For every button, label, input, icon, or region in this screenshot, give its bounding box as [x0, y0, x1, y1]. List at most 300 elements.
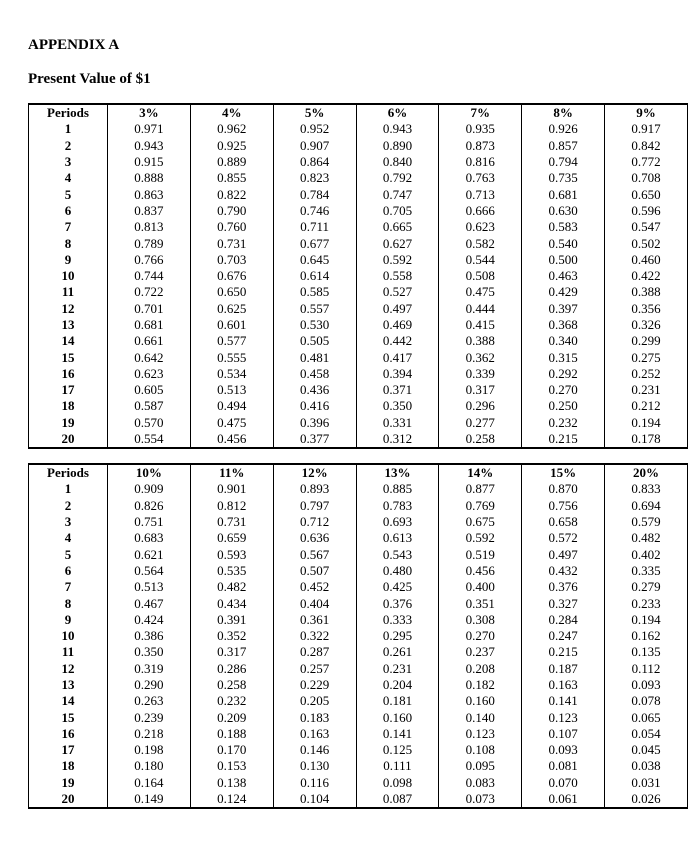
value-cell: 0.335: [605, 563, 688, 579]
value-cell: 0.233: [605, 595, 688, 611]
table-row: [29, 170, 688, 186]
value-cell: 0.350: [108, 644, 191, 660]
value-cell: 0.873: [439, 138, 522, 154]
value-cell: 0.494: [190, 398, 273, 414]
table-row: [29, 333, 688, 349]
table-row: [29, 121, 688, 137]
value-cell: 0.237: [439, 644, 522, 660]
value-cell: 0.744: [108, 268, 191, 284]
value-cell: 0.031: [605, 775, 688, 791]
value-cell: 0.763: [439, 170, 522, 186]
period-cell: 11: [29, 284, 108, 300]
value-cell: 0.277: [439, 415, 522, 431]
value-cell: 0.816: [439, 154, 522, 170]
period-cell: 20: [29, 791, 108, 808]
value-cell: 0.061: [522, 791, 605, 808]
rate-header: 13%: [356, 464, 439, 481]
table-row: [29, 415, 688, 431]
value-cell: 0.212: [605, 398, 688, 414]
value-cell: 0.456: [190, 431, 273, 448]
value-cell: 0.500: [522, 252, 605, 268]
value-cell: 0.194: [605, 612, 688, 628]
period-cell: 20: [29, 431, 108, 448]
value-cell: 0.331: [356, 415, 439, 431]
value-cell: 0.885: [356, 481, 439, 497]
value-cell: 0.429: [522, 284, 605, 300]
table-row: [29, 758, 688, 774]
value-cell: 0.352: [190, 628, 273, 644]
value-cell: 0.534: [190, 366, 273, 382]
table-row: [29, 563, 688, 579]
value-cell: 0.180: [108, 758, 191, 774]
value-cell: 0.138: [190, 775, 273, 791]
value-cell: 0.095: [439, 758, 522, 774]
value-cell: 0.350: [356, 398, 439, 414]
value-cell: 0.864: [273, 154, 356, 170]
rate-header: 9%: [605, 104, 688, 121]
value-cell: 0.339: [439, 366, 522, 382]
table-row: [29, 203, 688, 219]
value-cell: 0.658: [522, 514, 605, 530]
value-cell: 0.497: [522, 546, 605, 562]
value-cell: 0.247: [522, 628, 605, 644]
value-cell: 0.135: [605, 644, 688, 660]
value-cell: 0.178: [605, 431, 688, 448]
value-cell: 0.452: [273, 579, 356, 595]
value-cell: 0.513: [108, 579, 191, 595]
value-cell: 0.231: [605, 382, 688, 398]
table-row: [29, 481, 688, 497]
value-cell: 0.130: [273, 758, 356, 774]
period-cell: 13: [29, 317, 108, 333]
rate-header: 14%: [439, 464, 522, 481]
table-row: [29, 595, 688, 611]
value-cell: 0.424: [108, 612, 191, 628]
value-cell: 0.659: [190, 530, 273, 546]
value-cell: 0.636: [273, 530, 356, 546]
value-cell: 0.287: [273, 644, 356, 660]
value-cell: 0.585: [273, 284, 356, 300]
value-cell: 0.693: [356, 514, 439, 530]
value-cell: 0.456: [439, 563, 522, 579]
value-cell: 0.857: [522, 138, 605, 154]
value-cell: 0.327: [522, 595, 605, 611]
periods-header: Periods: [29, 104, 108, 121]
period-cell: 10: [29, 268, 108, 284]
value-cell: 0.870: [522, 481, 605, 497]
rate-header: 6%: [356, 104, 439, 121]
value-cell: 0.038: [605, 758, 688, 774]
value-cell: 0.746: [273, 203, 356, 219]
value-cell: 0.458: [273, 366, 356, 382]
table-row: [29, 219, 688, 235]
value-cell: 0.209: [190, 709, 273, 725]
value-cell: 0.368: [522, 317, 605, 333]
value-cell: 0.540: [522, 235, 605, 251]
rate-header: 20%: [605, 464, 688, 481]
value-cell: 0.108: [439, 742, 522, 758]
value-cell: 0.078: [605, 693, 688, 709]
period-cell: 17: [29, 382, 108, 398]
rate-header: 12%: [273, 464, 356, 481]
value-cell: 0.789: [108, 235, 191, 251]
value-cell: 0.415: [439, 317, 522, 333]
value-cell: 0.164: [108, 775, 191, 791]
period-cell: 19: [29, 415, 108, 431]
table-row: [29, 644, 688, 660]
value-cell: 0.481: [273, 349, 356, 365]
value-cell: 0.935: [439, 121, 522, 137]
value-cell: 0.284: [522, 612, 605, 628]
value-cell: 0.376: [522, 579, 605, 595]
value-cell: 0.319: [108, 661, 191, 677]
value-cell: 0.317: [190, 644, 273, 660]
value-cell: 0.812: [190, 498, 273, 514]
value-cell: 0.162: [605, 628, 688, 644]
value-cell: 0.557: [273, 301, 356, 317]
value-cell: 0.394: [356, 366, 439, 382]
value-cell: 0.290: [108, 677, 191, 693]
value-cell: 0.340: [522, 333, 605, 349]
value-cell: 0.081: [522, 758, 605, 774]
value-cell: 0.751: [108, 514, 191, 530]
value-cell: 0.218: [108, 726, 191, 742]
value-cell: 0.475: [190, 415, 273, 431]
value-cell: 0.703: [190, 252, 273, 268]
value-cell: 0.333: [356, 612, 439, 628]
value-cell: 0.822: [190, 186, 273, 202]
value-cell: 0.208: [439, 661, 522, 677]
value-cell: 0.642: [108, 349, 191, 365]
period-cell: 9: [29, 612, 108, 628]
period-cell: 4: [29, 530, 108, 546]
value-cell: 0.425: [356, 579, 439, 595]
value-cell: 0.888: [108, 170, 191, 186]
table-row: [29, 709, 688, 725]
period-cell: 8: [29, 235, 108, 251]
value-cell: 0.564: [108, 563, 191, 579]
period-cell: 19: [29, 775, 108, 791]
value-cell: 0.909: [108, 481, 191, 497]
value-cell: 0.160: [439, 693, 522, 709]
value-cell: 0.351: [439, 595, 522, 611]
value-cell: 0.623: [439, 219, 522, 235]
value-cell: 0.554: [108, 431, 191, 448]
value-cell: 0.215: [522, 644, 605, 660]
table-row: [29, 661, 688, 677]
period-cell: 15: [29, 709, 108, 725]
value-cell: 0.962: [190, 121, 273, 137]
table-row: [29, 579, 688, 595]
rate-header: 11%: [190, 464, 273, 481]
value-cell: 0.907: [273, 138, 356, 154]
value-cell: 0.840: [356, 154, 439, 170]
value-cell: 0.583: [522, 219, 605, 235]
value-cell: 0.570: [108, 415, 191, 431]
value-cell: 0.170: [190, 742, 273, 758]
value-cell: 0.480: [356, 563, 439, 579]
value-cell: 0.681: [522, 186, 605, 202]
table-row: [29, 268, 688, 284]
value-cell: 0.111: [356, 758, 439, 774]
value-cell: 0.257: [273, 661, 356, 677]
value-cell: 0.508: [439, 268, 522, 284]
period-cell: 7: [29, 219, 108, 235]
value-cell: 0.952: [273, 121, 356, 137]
value-cell: 0.783: [356, 498, 439, 514]
value-cell: 0.769: [439, 498, 522, 514]
periods-header: Periods: [29, 464, 108, 481]
period-cell: 4: [29, 170, 108, 186]
value-cell: 0.596: [605, 203, 688, 219]
value-cell: 0.163: [273, 726, 356, 742]
value-cell: 0.045: [605, 742, 688, 758]
present-value-table-low-rates: [28, 103, 688, 449]
value-cell: 0.621: [108, 546, 191, 562]
value-cell: 0.123: [439, 726, 522, 742]
period-cell: 6: [29, 563, 108, 579]
value-cell: 0.279: [605, 579, 688, 595]
period-cell: 8: [29, 595, 108, 611]
table-row: [29, 317, 688, 333]
value-cell: 0.837: [108, 203, 191, 219]
value-cell: 0.124: [190, 791, 273, 808]
value-cell: 0.299: [605, 333, 688, 349]
period-cell: 18: [29, 398, 108, 414]
value-cell: 0.790: [190, 203, 273, 219]
value-cell: 0.404: [273, 595, 356, 611]
value-cell: 0.544: [439, 252, 522, 268]
value-cell: 0.645: [273, 252, 356, 268]
table-row: [29, 349, 688, 365]
table-row: [29, 693, 688, 709]
rate-header: 3%: [108, 104, 191, 121]
value-cell: 0.093: [605, 677, 688, 693]
value-cell: 0.229: [273, 677, 356, 693]
value-cell: 0.915: [108, 154, 191, 170]
value-cell: 0.507: [273, 563, 356, 579]
value-cell: 0.181: [356, 693, 439, 709]
value-cell: 0.813: [108, 219, 191, 235]
table-row: [29, 138, 688, 154]
value-cell: 0.505: [273, 333, 356, 349]
value-cell: 0.567: [273, 546, 356, 562]
value-cell: 0.204: [356, 677, 439, 693]
value-cell: 0.205: [273, 693, 356, 709]
value-cell: 0.215: [522, 431, 605, 448]
value-cell: 0.605: [108, 382, 191, 398]
value-cell: 0.558: [356, 268, 439, 284]
value-cell: 0.482: [605, 530, 688, 546]
value-cell: 0.623: [108, 366, 191, 382]
value-cell: 0.497: [356, 301, 439, 317]
table-row: [29, 235, 688, 251]
period-cell: 5: [29, 546, 108, 562]
value-cell: 0.971: [108, 121, 191, 137]
period-cell: 5: [29, 186, 108, 202]
value-cell: 0.823: [273, 170, 356, 186]
table-row: [29, 431, 688, 448]
value-cell: 0.889: [190, 154, 273, 170]
table-row: [29, 398, 688, 414]
value-cell: 0.587: [108, 398, 191, 414]
value-cell: 0.530: [273, 317, 356, 333]
value-cell: 0.661: [108, 333, 191, 349]
period-cell: 3: [29, 514, 108, 530]
value-cell: 0.826: [108, 498, 191, 514]
period-cell: 14: [29, 693, 108, 709]
value-cell: 0.833: [605, 481, 688, 497]
value-cell: 0.630: [522, 203, 605, 219]
value-cell: 0.592: [439, 530, 522, 546]
value-cell: 0.711: [273, 219, 356, 235]
value-cell: 0.527: [356, 284, 439, 300]
value-cell: 0.579: [605, 514, 688, 530]
period-cell: 15: [29, 349, 108, 365]
value-cell: 0.543: [356, 546, 439, 562]
period-cell: 2: [29, 138, 108, 154]
value-cell: 0.402: [605, 546, 688, 562]
value-cell: 0.683: [108, 530, 191, 546]
period-cell: 16: [29, 366, 108, 382]
table-row: [29, 775, 688, 791]
appendix-title: APPENDIX A: [28, 37, 120, 53]
value-cell: 0.141: [522, 693, 605, 709]
table-row: [29, 677, 688, 693]
value-cell: 0.731: [190, 235, 273, 251]
table-row: [29, 366, 688, 382]
value-cell: 0.535: [190, 563, 273, 579]
value-cell: 0.467: [108, 595, 191, 611]
table-row: [29, 530, 688, 546]
value-cell: 0.677: [273, 235, 356, 251]
value-cell: 0.650: [190, 284, 273, 300]
value-cell: 0.434: [190, 595, 273, 611]
value-cell: 0.877: [439, 481, 522, 497]
value-cell: 0.258: [190, 677, 273, 693]
value-cell: 0.442: [356, 333, 439, 349]
value-cell: 0.582: [439, 235, 522, 251]
value-cell: 0.198: [108, 742, 191, 758]
value-cell: 0.362: [439, 349, 522, 365]
value-cell: 0.391: [190, 612, 273, 628]
period-cell: 2: [29, 498, 108, 514]
table-row: [29, 612, 688, 628]
value-cell: 0.469: [356, 317, 439, 333]
value-cell: 0.601: [190, 317, 273, 333]
value-cell: 0.231: [356, 661, 439, 677]
value-cell: 0.797: [273, 498, 356, 514]
value-cell: 0.943: [108, 138, 191, 154]
value-cell: 0.735: [522, 170, 605, 186]
value-cell: 0.326: [605, 317, 688, 333]
value-cell: 0.292: [522, 366, 605, 382]
rate-header: 5%: [273, 104, 356, 121]
value-cell: 0.400: [439, 579, 522, 595]
value-cell: 0.312: [356, 431, 439, 448]
value-cell: 0.572: [522, 530, 605, 546]
value-cell: 0.842: [605, 138, 688, 154]
rate-header: 4%: [190, 104, 273, 121]
value-cell: 0.361: [273, 612, 356, 628]
value-cell: 0.356: [605, 301, 688, 317]
table-row: [29, 301, 688, 317]
value-cell: 0.422: [605, 268, 688, 284]
value-cell: 0.232: [522, 415, 605, 431]
value-cell: 0.432: [522, 563, 605, 579]
value-cell: 0.766: [108, 252, 191, 268]
value-cell: 0.141: [356, 726, 439, 742]
value-cell: 0.093: [522, 742, 605, 758]
value-cell: 0.926: [522, 121, 605, 137]
value-cell: 0.784: [273, 186, 356, 202]
value-cell: 0.083: [439, 775, 522, 791]
value-cell: 0.593: [190, 546, 273, 562]
value-cell: 0.625: [190, 301, 273, 317]
value-cell: 0.315: [522, 349, 605, 365]
value-cell: 0.614: [273, 268, 356, 284]
table-row: [29, 742, 688, 758]
period-cell: 3: [29, 154, 108, 170]
value-cell: 0.125: [356, 742, 439, 758]
value-cell: 0.917: [605, 121, 688, 137]
value-cell: 0.555: [190, 349, 273, 365]
value-cell: 0.388: [439, 333, 522, 349]
value-cell: 0.116: [273, 775, 356, 791]
value-cell: 0.794: [522, 154, 605, 170]
present-value-table-high-rates: [28, 463, 688, 809]
value-cell: 0.153: [190, 758, 273, 774]
table-header-row: [29, 464, 688, 481]
table-header-row: [29, 104, 688, 121]
value-cell: 0.263: [108, 693, 191, 709]
value-cell: 0.627: [356, 235, 439, 251]
value-cell: 0.416: [273, 398, 356, 414]
value-cell: 0.475: [439, 284, 522, 300]
table-subtitle: Present Value of $1: [28, 71, 151, 87]
value-cell: 0.463: [522, 268, 605, 284]
value-cell: 0.890: [356, 138, 439, 154]
value-cell: 0.701: [108, 301, 191, 317]
table-row: [29, 546, 688, 562]
value-cell: 0.098: [356, 775, 439, 791]
value-cell: 0.376: [356, 595, 439, 611]
value-cell: 0.183: [273, 709, 356, 725]
value-cell: 0.250: [522, 398, 605, 414]
value-cell: 0.317: [439, 382, 522, 398]
period-cell: 18: [29, 758, 108, 774]
period-cell: 1: [29, 121, 108, 137]
value-cell: 0.397: [522, 301, 605, 317]
value-cell: 0.252: [605, 366, 688, 382]
value-cell: 0.275: [605, 349, 688, 365]
value-cell: 0.104: [273, 791, 356, 808]
value-cell: 0.676: [190, 268, 273, 284]
value-cell: 0.295: [356, 628, 439, 644]
value-cell: 0.925: [190, 138, 273, 154]
value-cell: 0.460: [605, 252, 688, 268]
value-cell: 0.650: [605, 186, 688, 202]
period-cell: 7: [29, 579, 108, 595]
value-cell: 0.087: [356, 791, 439, 808]
value-cell: 0.107: [522, 726, 605, 742]
value-cell: 0.482: [190, 579, 273, 595]
value-cell: 0.388: [605, 284, 688, 300]
period-cell: 10: [29, 628, 108, 644]
value-cell: 0.417: [356, 349, 439, 365]
table-row: [29, 154, 688, 170]
value-cell: 0.258: [439, 431, 522, 448]
